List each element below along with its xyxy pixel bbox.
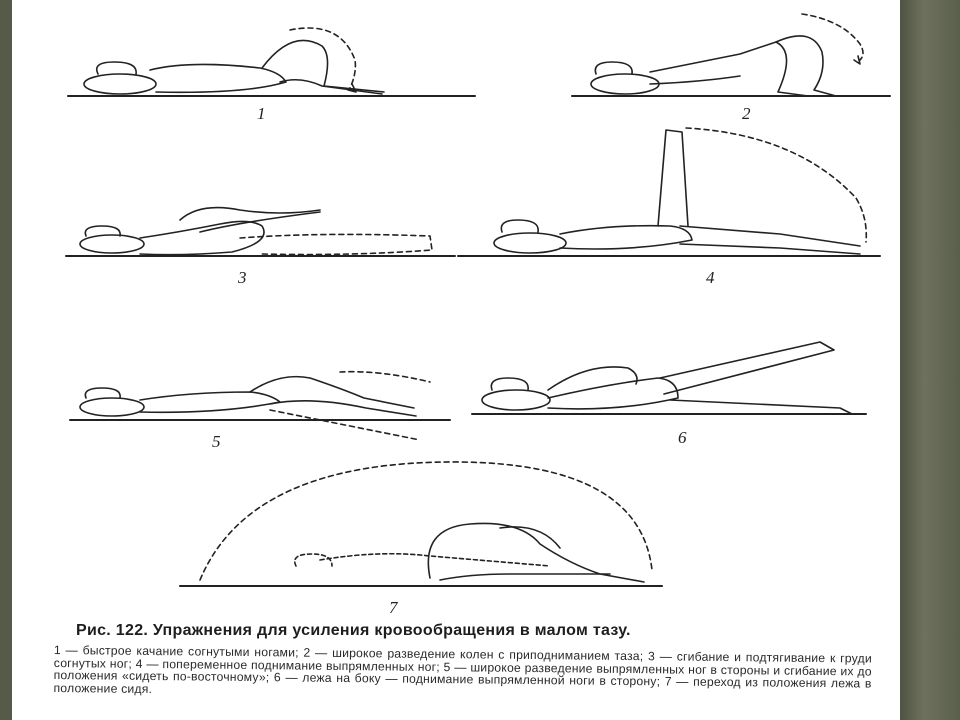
caption-title: Рис. 122. Упражнения для усиления кровообращения в малом тазу. [76,622,631,639]
exercise-7-drawing [180,462,662,586]
figure-number-3: 3 [238,268,247,287]
figure-number-7: 7 [389,598,398,617]
exercise-1-drawing [68,28,475,96]
figure-number-4: 4 [706,268,715,287]
figure-number-6: 6 [678,428,687,447]
exercise-6-drawing [472,342,866,414]
figure-number-5: 5 [212,432,221,451]
exercise-4-drawing [458,128,880,256]
exercise-5-drawing [70,372,450,440]
exercise-3-drawing [66,208,455,256]
figure-number-2: 2 [742,104,751,123]
caption-text: 1 — быстрое качание согнутыми ногами; 2 — широкое разведение колен с приподниманием таза; 3 — сгибание и подтягивание к груди согнутых ног; 4 — попеременное поднимание выпрямленных ног; 5 — широкое разведение выпрямленных ног в стороны и сгибание их до положения «сидеть по-восточному»; 6 — лежа на боку — поднимание выпрямленной ноги в сторону; 7 — переход из положения лежа в положение сидя. [53,643,872,696]
exercise-2-drawing [572,14,890,96]
figure-number-1: 1 [257,104,266,123]
